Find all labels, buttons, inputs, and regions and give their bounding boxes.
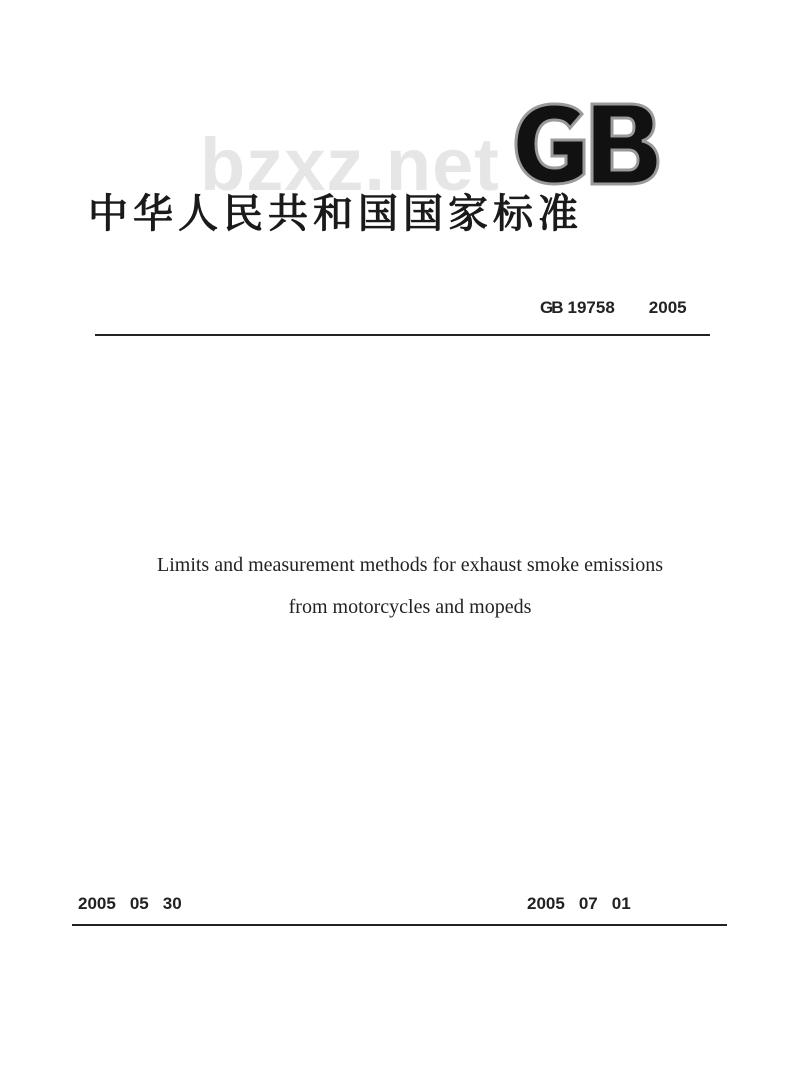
standard-code: 19758 [567, 298, 615, 317]
standard-number [540, 297, 687, 319]
implementation-day: 01 [611, 894, 631, 913]
standard-prefix: GB [540, 298, 562, 317]
implementation-year: 2005 [527, 894, 565, 913]
implementation-date [527, 893, 631, 915]
standard-title-chinese: 中华人民共和国国家标准 [88, 190, 583, 237]
bottom-divider [72, 924, 727, 926]
issue-year: 2005 [78, 894, 116, 913]
title-en-line-2: from motorcycles and mopeds [288, 596, 532, 618]
standard-title-english [60, 544, 760, 628]
implementation-month: 07 [578, 894, 598, 913]
title-en-line-1: Limits and measurement methods for exhaust smoke emissions [156, 554, 664, 576]
issue-day: 30 [162, 894, 182, 913]
standard-year: 2005 [648, 298, 687, 317]
issue-date [78, 893, 182, 915]
issue-month: 05 [129, 894, 149, 913]
gb-logo [512, 100, 662, 188]
top-divider [95, 334, 710, 336]
watermark-text: bzxz.net [200, 123, 500, 206]
